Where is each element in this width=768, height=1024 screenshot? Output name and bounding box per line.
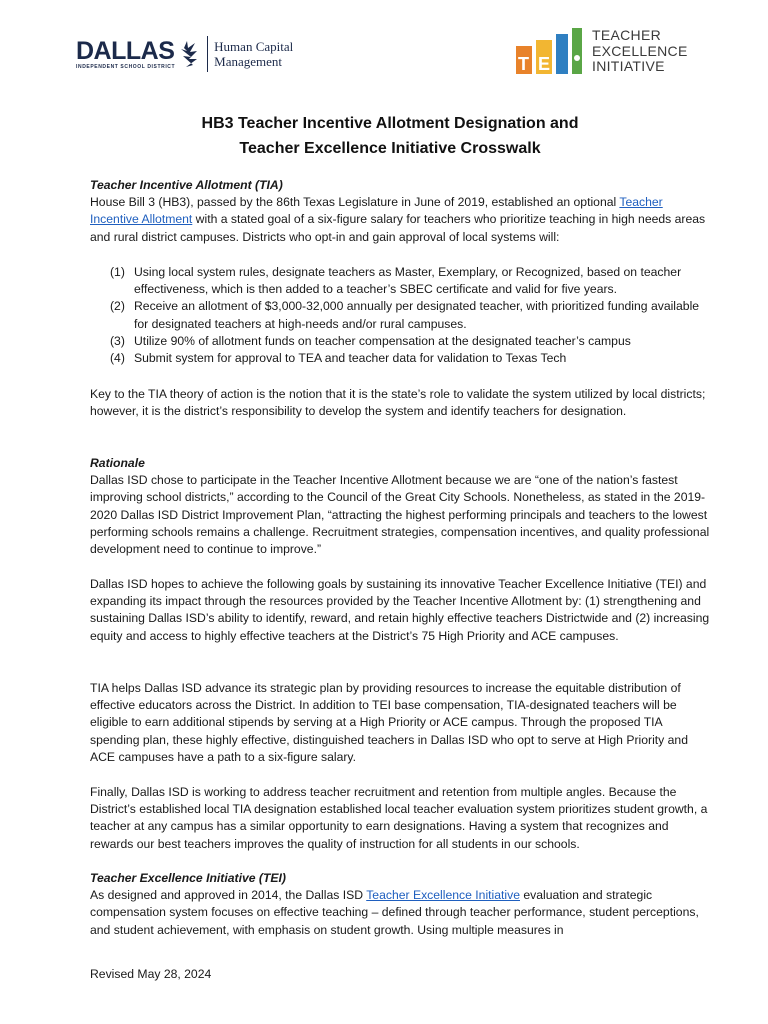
list-item — [90, 298, 710, 332]
document-title — [90, 111, 690, 161]
tia-key-section — [90, 386, 710, 420]
tia-intro-after: with a stated goal of a six-figure salary for teachers who prioritize teaching in high needs areas and rural district campuses. Districts who opt-in and gain approval of local systems will: — [90, 212, 706, 244]
logo-divider — [207, 36, 208, 72]
dallas-wordmark — [76, 36, 176, 70]
list-item-number: (1) — [110, 265, 125, 279]
list-item-number: (2) — [110, 299, 125, 314]
list-item — [90, 333, 710, 350]
rationale-section — [90, 455, 710, 558]
rationale-recruitment-section — [90, 784, 710, 853]
svg-text:E: E — [538, 54, 551, 74]
list-item-text: Utilize 90% of allotment funds on teacher compensation at the designated teacher’s campus — [134, 333, 631, 348]
dallas-subtitle: INDEPENDENT SCHOOL DISTRICT — [76, 63, 176, 70]
dallas-isd-logo — [76, 32, 293, 76]
tei-line-3: INITIATIVE — [592, 58, 665, 74]
tei-section — [90, 870, 710, 939]
list-item-number: (3) — [110, 333, 125, 348]
rationale-strategic-section — [90, 680, 710, 766]
tia-key-paragraph: Key to the TIA theory of action is the notion that it is the state’s role to validate the system utilized by local districts; however, it is the district’s responsibility to develop the system and identify teachers for designation. — [90, 387, 706, 419]
hcm-line-1: Human Capital — [214, 39, 294, 54]
list-item-text: Using local system rules, designate teachers as Master, Exemplary, or Recognized, based on teacher effectiveness, which is then added to a teacher’s SBEC certificate and valid for five years. — [134, 265, 682, 297]
rationale-paragraph-3: TIA helps Dallas ISD advance its strategic plan by providing resources to increase the equitable distribution of effective educators across the District. In addition to TEI base compensation, TIA-designated teachers will be eligible to earn additional stipends by serving at a High Priority or ACE campus. Through the proposed TIA spending plan, these highly effective, distinguished teachers in Dallas ISD who opt to serve at High Priority and ACE campuses have a path to a six-figure salary. — [90, 681, 688, 764]
list-item-text: Submit system for approval to TEA and teacher data for validation to Texas Tech — [134, 351, 567, 366]
tia-intro-before: House Bill 3 (HB3), passed by the 86th Texas Legislature in June of 2019, established an optional — [90, 195, 620, 210]
teacher-excellence-initiative-link[interactable]: Teacher Excellence Initiative — [366, 888, 520, 903]
tei-logo — [514, 28, 688, 75]
rationale-paragraph-1: Dallas ISD chose to participate in the Teacher Incentive Allotment because we are “one of the nation’s fastest improving school districts,” according to the Council of the Great City Schools. Nonetheless, as stated in the 2019-2020 Dallas ISD District Improvement Plan, “attracting the highest performing principals and teachers to the lowest performing schools remains a challenge. Recruitment strategies, compensation incentives, and quality professional development need to continue to improve.” — [90, 473, 710, 557]
human-capital-management-label — [214, 39, 293, 69]
list-item-text: Receive an allotment of $3,000-32,000 annually per designated teacher, with prioritized funding available for designated teachers at high-needs and/or rural campuses. — [134, 299, 700, 331]
star-burst-icon — [177, 39, 199, 69]
tia-heading: Teacher Incentive Allotment (TIA) — [90, 178, 283, 192]
tia-section — [90, 177, 710, 246]
rationale-paragraph-4: Finally, Dallas ISD is working to address teacher recruitment and retention from multiple angles. Because the District’s established local TIA designation established local teacher evaluation system prioritizes student growth, a teacher at any campus has a similar opportunity to earn designations. Having a system that recognizes and rewards our best teachers improves the quality of instruction for all students in our schools. — [90, 785, 708, 851]
revised-date: Revised May 28, 2024 — [90, 967, 212, 981]
tei-wordmark — [592, 28, 688, 75]
rationale-paragraph-2: Dallas ISD hopes to achieve the following goals by sustaining its innovative Teacher Excellence Initiative (TEI) and expanding its impact through the resources provided by the Teacher Incentive Allotment by: (1) strengthening and sustaining Dallas ISD’s ability to identify, reward, and retain highly effective teachers Districtwide and (2) increasing equity and access to highly effective teachers at the District’s 75 High Priority and ACE campuses. — [90, 577, 710, 643]
dallas-word: DALLAS — [76, 36, 175, 65]
tei-paragraph — [90, 887, 710, 939]
tei-line-2: EXCELLENCE — [592, 42, 688, 59]
list-item — [90, 350, 710, 367]
hcm-line-2: Management — [214, 54, 283, 69]
tia-list-section — [90, 264, 710, 367]
tei-mark-icon — [514, 28, 584, 74]
tei-paragraph-before: As designed and approved in 2014, the Dallas ISD — [90, 888, 367, 903]
list-item — [90, 264, 710, 298]
tia-intro — [90, 194, 710, 246]
title-line-1: HB3 Teacher Incentive Allotment Designation and — [201, 115, 579, 132]
teacher-incentive-allotment-link[interactable]: Teacher Incentive Allotment — [90, 195, 663, 227]
tia-requirements-list — [90, 264, 710, 367]
list-item-number: (4) — [110, 351, 125, 366]
svg-text:T: T — [518, 54, 529, 74]
rationale-goals-section — [90, 576, 710, 645]
tei-line-1: TEACHER — [592, 27, 661, 43]
tei-paragraph-after: evaluation and strategic compensation system focuses on effective teaching – defined through teacher performance, student perceptions, and student achievement, with emphasis on student growth. Using multiple measures in — [90, 888, 699, 937]
tei-heading: Teacher Excellence Initiative (TEI) — [90, 871, 286, 885]
rationale-heading: Rationale — [90, 456, 145, 470]
title-line-2: Teacher Excellence Initiative Crosswalk — [239, 140, 541, 157]
